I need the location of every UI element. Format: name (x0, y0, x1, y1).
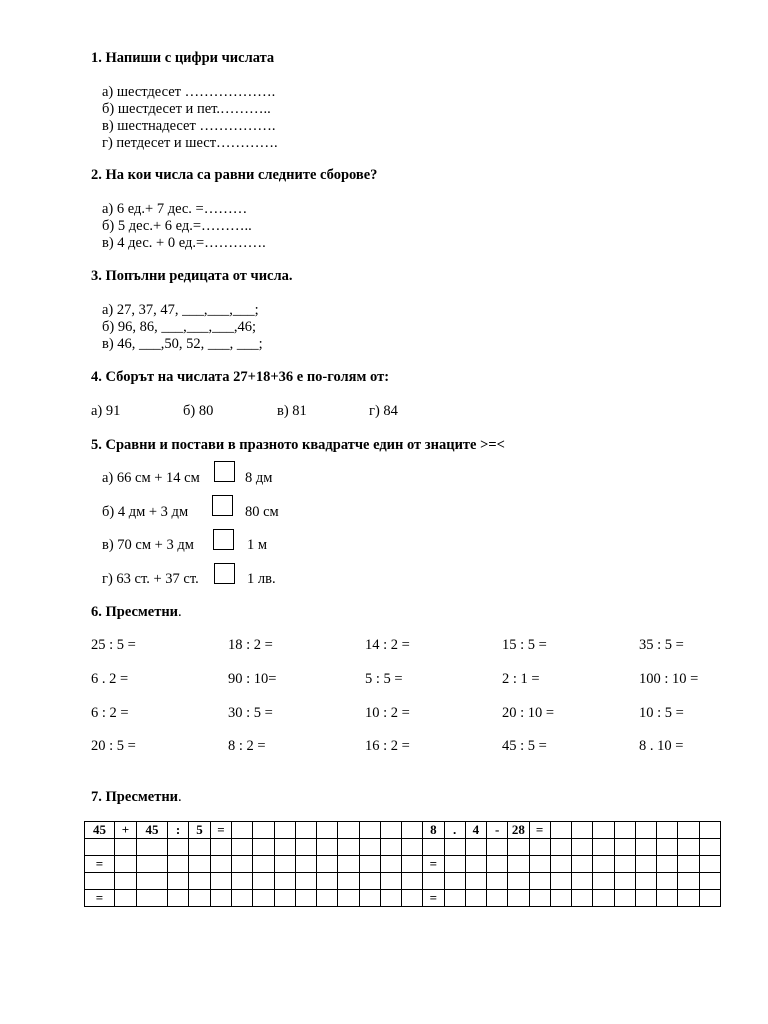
grid-cell[interactable] (657, 890, 678, 907)
grid-cell[interactable] (699, 890, 720, 907)
grid-cell[interactable]: 28 (508, 822, 529, 839)
calc-r2-c1: 6 . 2 = (91, 671, 129, 687)
calc-r2-c4: 2 : 1 = (502, 671, 540, 687)
grid-cell[interactable] (189, 873, 211, 890)
grid-cell[interactable] (253, 822, 274, 839)
grid-cell[interactable] (550, 822, 571, 839)
grid-cell[interactable] (572, 822, 593, 839)
grid-cell[interactable] (635, 839, 656, 856)
grid-cell[interactable] (699, 873, 720, 890)
task5-left-c: в) 70 см + 3 дм (102, 537, 194, 553)
grid-cell[interactable] (635, 873, 656, 890)
task6-heading-dot: . (178, 604, 182, 620)
task3-item-a: а) 27, 37, 47, ___,___,___; (102, 302, 259, 318)
grid-cell[interactable]: 5 (189, 822, 211, 839)
grid-cell[interactable] (529, 873, 550, 890)
grid-cell[interactable] (444, 890, 465, 907)
grid-cell[interactable] (699, 822, 720, 839)
grid-cell[interactable] (572, 839, 593, 856)
grid-row (85, 822, 721, 839)
grid-cell[interactable]: . (444, 822, 465, 839)
grid-cell[interactable] (593, 873, 614, 890)
grid-cell[interactable] (402, 856, 423, 873)
grid-cell[interactable] (614, 873, 635, 890)
calc-r1-c1: 25 : 5 = (91, 637, 136, 653)
grid-cell[interactable] (338, 822, 359, 839)
grid-cell[interactable] (211, 856, 232, 873)
task5-left-b: б) 4 дм + 3 дм (102, 504, 189, 520)
task7-heading-dot: . (178, 789, 182, 805)
calc-r1-c2: 18 : 2 = (228, 637, 273, 653)
grid-cell[interactable] (232, 856, 253, 873)
grid-cell[interactable] (657, 822, 678, 839)
grid-cell[interactable] (274, 839, 295, 856)
grid-cell[interactable] (593, 856, 614, 873)
calc-r2-c3: 5 : 5 = (365, 671, 403, 687)
grid-cell[interactable] (232, 839, 253, 856)
grid-cell[interactable]: 45 (85, 822, 115, 839)
calc-r1-c3: 14 : 2 = (365, 637, 410, 653)
task2-item-a: а) 6 ед.+ 7 дес. =……… (102, 201, 248, 217)
grid-cell[interactable] (465, 890, 486, 907)
grid-cell[interactable] (168, 873, 189, 890)
grid-cell[interactable] (168, 890, 189, 907)
grid-cell[interactable] (317, 822, 338, 839)
grid-cell[interactable] (465, 873, 486, 890)
calc-r4-c1: 20 : 5 = (91, 738, 136, 754)
grid-cell[interactable] (593, 839, 614, 856)
grid-cell[interactable] (380, 890, 401, 907)
task4-option-d: г) 84 (369, 403, 398, 419)
calc-r4-c4: 45 : 5 = (502, 738, 547, 754)
task5-right-c: 1 м (247, 537, 268, 553)
grid-cell[interactable] (380, 873, 401, 890)
grid-cell[interactable] (137, 856, 168, 873)
grid-cell[interactable] (85, 839, 115, 856)
task1-item-b: б) шестдесет и пет.……….. (102, 101, 271, 117)
grid-cell[interactable] (317, 873, 338, 890)
task5-left-d: г) 63 ст. + 37 ст. (102, 571, 199, 587)
task4-option-c: в) 81 (277, 403, 307, 419)
answer-grid (84, 821, 721, 907)
grid-cell[interactable] (359, 873, 380, 890)
calc-r3-c1: 6 : 2 = (91, 705, 129, 721)
grid-cell[interactable] (274, 890, 295, 907)
grid-cell[interactable] (402, 839, 423, 856)
grid-cell[interactable] (678, 822, 699, 839)
grid-cell[interactable] (338, 839, 359, 856)
grid-cell[interactable] (295, 856, 316, 873)
grid-cell[interactable] (317, 839, 338, 856)
grid-cell[interactable] (338, 873, 359, 890)
grid-cell[interactable] (423, 839, 444, 856)
grid-cell[interactable] (444, 873, 465, 890)
task4-option-b: б) 80 (183, 403, 214, 419)
grid-cell[interactable] (317, 856, 338, 873)
grid-cell[interactable] (380, 856, 401, 873)
grid-cell[interactable] (253, 856, 274, 873)
calc-r1-c5: 35 : 5 = (639, 637, 684, 653)
calc-r1-c4: 15 : 5 = (502, 637, 547, 653)
grid-cell[interactable] (593, 890, 614, 907)
calc-r3-c2: 30 : 5 = (228, 705, 273, 721)
grid-cell[interactable] (487, 890, 508, 907)
task1-item-c: в) шестнадесет ……………. (102, 118, 276, 134)
grid-cell[interactable] (657, 873, 678, 890)
grid-cell[interactable]: = (85, 856, 115, 873)
compare-box-c[interactable] (213, 529, 234, 550)
task5-right-d: 1 лв. (247, 571, 276, 587)
grid-cell[interactable] (614, 856, 635, 873)
task5-left-a: а) 66 см + 14 см (102, 470, 200, 486)
task6-heading-text: 6. Пресметни (91, 604, 179, 620)
grid-cell[interactable]: = (85, 890, 115, 907)
grid-cell[interactable] (529, 856, 550, 873)
grid-cell[interactable] (359, 839, 380, 856)
grid-cell[interactable] (550, 873, 571, 890)
grid-cell[interactable]: - (487, 822, 508, 839)
task7-heading-text: 7. Пресметни (91, 789, 179, 805)
grid-cell[interactable] (465, 839, 486, 856)
grid-cell[interactable] (295, 890, 316, 907)
task4-option-a: а) 91 (91, 403, 121, 419)
compare-box-d[interactable] (214, 563, 235, 584)
task5-right-a: 8 дм (245, 470, 273, 486)
task2-heading: 2. На кои числа са равни следните сборове? (91, 167, 378, 183)
grid-cell[interactable] (359, 890, 380, 907)
grid-cell[interactable] (508, 890, 529, 907)
grid-cell[interactable] (137, 839, 168, 856)
grid-cell[interactable] (211, 890, 232, 907)
grid-cell[interactable]: 4 (465, 822, 486, 839)
grid-cell[interactable] (635, 890, 656, 907)
grid-row (85, 839, 721, 856)
grid-cell[interactable] (423, 873, 444, 890)
grid-cell[interactable] (614, 890, 635, 907)
grid-cell[interactable] (444, 839, 465, 856)
grid-cell[interactable]: = (211, 822, 232, 839)
calc-r3-c4: 20 : 10 = (502, 705, 555, 721)
calc-r3-c5: 10 : 5 = (639, 705, 684, 721)
grid-cell[interactable] (678, 873, 699, 890)
grid-cell[interactable]: = (423, 890, 444, 907)
grid-cell[interactable] (317, 890, 338, 907)
grid-cell[interactable] (380, 822, 401, 839)
grid-cell[interactable] (253, 873, 274, 890)
grid-cell[interactable] (232, 890, 253, 907)
grid-cell[interactable] (359, 822, 380, 839)
grid-cell[interactable] (614, 839, 635, 856)
grid-cell[interactable] (274, 822, 295, 839)
grid-cell[interactable]: : (168, 822, 189, 839)
grid-cell[interactable] (699, 839, 720, 856)
grid-cell[interactable] (189, 856, 211, 873)
grid-cell[interactable] (338, 890, 359, 907)
grid-cell[interactable] (572, 856, 593, 873)
task7-heading (91, 789, 182, 806)
grid-cell[interactable] (232, 822, 253, 839)
grid-cell[interactable] (295, 873, 316, 890)
grid-cell[interactable] (274, 856, 295, 873)
grid-cell[interactable] (402, 873, 423, 890)
grid-cell[interactable]: + (115, 822, 137, 839)
task2-item-b: б) 5 дес.+ 6 ед.=……….. (102, 218, 252, 234)
grid-cell[interactable] (402, 890, 423, 907)
grid-cell[interactable] (137, 873, 168, 890)
grid-cell[interactable] (678, 839, 699, 856)
task3-heading: 3. Попълни редицата от числа. (91, 268, 293, 284)
compare-box-b[interactable] (212, 495, 233, 516)
grid-cell[interactable] (115, 839, 137, 856)
grid-cell[interactable] (189, 839, 211, 856)
grid-cell[interactable] (572, 890, 593, 907)
grid-cell[interactable] (487, 873, 508, 890)
grid-cell[interactable] (487, 839, 508, 856)
grid-cell[interactable] (529, 890, 550, 907)
grid-cell[interactable] (295, 839, 316, 856)
grid-cell[interactable] (380, 839, 401, 856)
grid-cell[interactable] (487, 856, 508, 873)
task4-heading: 4. Сборът на числата 27+18+36 е по-голям от: (91, 369, 390, 385)
grid-cell[interactable] (211, 839, 232, 856)
grid-cell[interactable] (508, 856, 529, 873)
grid-cell[interactable] (274, 873, 295, 890)
grid-cell[interactable] (593, 822, 614, 839)
grid-cell[interactable] (232, 873, 253, 890)
task3-item-b: б) 96, 86, ___,___,___,46; (102, 319, 256, 335)
grid-cell[interactable] (635, 822, 656, 839)
grid-cell[interactable] (678, 890, 699, 907)
grid-cell[interactable] (529, 839, 550, 856)
grid-cell[interactable] (115, 873, 137, 890)
task1-item-d: г) петдесет и шест…………. (102, 135, 278, 151)
grid-cell[interactable] (168, 839, 189, 856)
grid-cell[interactable] (635, 856, 656, 873)
task2-item-c: в) 4 дес. + 0 ед.=…………. (102, 235, 266, 251)
grid-cell[interactable] (699, 856, 720, 873)
grid-cell[interactable] (657, 856, 678, 873)
task5-heading: 5. Сравни и постави в празното квадратче един от знаците >=< (91, 437, 505, 453)
task6-heading (91, 604, 182, 621)
grid-cell[interactable] (359, 856, 380, 873)
grid-cell[interactable] (253, 839, 274, 856)
grid-cell[interactable] (444, 856, 465, 873)
grid-cell[interactable] (253, 890, 274, 907)
grid-cell[interactable]: = (423, 856, 444, 873)
grid-cell[interactable]: 8 (423, 822, 444, 839)
grid-cell[interactable]: 45 (137, 822, 168, 839)
calc-r4-c3: 16 : 2 = (365, 738, 410, 754)
calc-r2-c2: 90 : 10= (228, 671, 277, 687)
grid-row (85, 873, 721, 890)
grid-cell[interactable] (115, 890, 137, 907)
grid-cell[interactable]: = (529, 822, 550, 839)
task1-heading: 1. Напиши с цифри числата (91, 50, 275, 66)
grid-cell[interactable] (550, 856, 571, 873)
grid-cell[interactable] (572, 873, 593, 890)
grid-row (85, 856, 721, 873)
compare-box-a[interactable] (214, 461, 235, 482)
grid-cell[interactable] (657, 839, 678, 856)
grid-cell[interactable] (508, 873, 529, 890)
grid-cell[interactable] (508, 839, 529, 856)
grid-cell[interactable] (85, 873, 115, 890)
grid-cell[interactable] (295, 822, 316, 839)
calc-r3-c3: 10 : 2 = (365, 705, 410, 721)
calc-r4-c5: 8 . 10 = (639, 738, 684, 754)
grid-cell[interactable] (550, 839, 571, 856)
grid-cell[interactable] (550, 890, 571, 907)
task3-item-c: в) 46, ___,50, 52, ___, ___; (102, 336, 263, 352)
grid-cell[interactable] (211, 873, 232, 890)
grid-cell[interactable] (189, 890, 211, 907)
calc-r2-c5: 100 : 10 = (639, 671, 699, 687)
grid-cell[interactable] (168, 856, 189, 873)
grid-cell[interactable] (402, 822, 423, 839)
calc-r4-c2: 8 : 2 = (228, 738, 266, 754)
task5-right-b: 80 см (245, 504, 279, 520)
grid-cell[interactable] (115, 856, 137, 873)
grid-row (85, 890, 721, 907)
grid-cell[interactable] (614, 822, 635, 839)
task1-item-a: а) шестдесет ………………. (102, 84, 276, 100)
grid-cell[interactable] (465, 856, 486, 873)
grid-cell[interactable] (137, 890, 168, 907)
grid-cell[interactable] (338, 856, 359, 873)
grid-cell[interactable] (678, 856, 699, 873)
